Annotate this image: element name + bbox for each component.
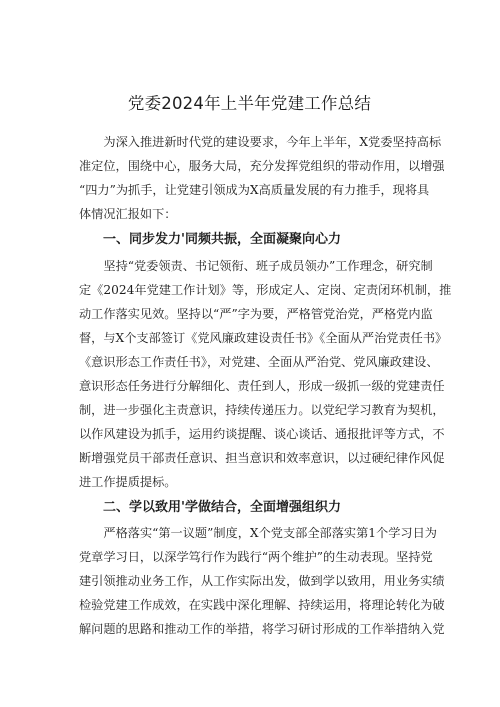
text-line: “四力”为抓手，让党建引领成为X高质量发展的有力推手，现将具 <box>79 183 430 197</box>
text-line: 党章学习日，以深学笃行作为践行“两个维护”的生动表现。坚持党 <box>79 550 433 564</box>
text-line: 为深入推进新时代党的建设要求，今年上半年，X党委坚持高标 <box>103 135 442 149</box>
text-line: 体情况汇报如下： <box>79 207 177 221</box>
text-line: 《意识形态工作责任书》，对党建、全面从严治党、党风廉政建设、 <box>79 355 439 369</box>
text-line: 断增强党员干部责任意识、担当意识和效率意识，以过硬纪律作风促 <box>79 451 445 465</box>
text-line: 准定位，围绕中心，服务大局，充分发挥党组织的带动作用，以增强 <box>79 159 445 173</box>
text-line: 以作风建设为抓手，运用约谈提醒、谈心谈话、通报批评等方式，不 <box>79 427 445 441</box>
text-line: 坚持“党委领责、书记领衔、班子成员领办”工作理念，研究制 <box>103 259 433 273</box>
text-line: 检验党建工作成效，在实践中深化理解、持续运用，将理论转化为破 <box>79 598 445 612</box>
section-2-paragraph <box>79 521 445 641</box>
text-line: 制，进一步强化主责意识，持续传递压力。以党纪学习教育为契机， <box>79 403 445 417</box>
section-heading-1: 一、同步发力'同频共振，全面凝聚向心力 <box>103 232 341 247</box>
section-heading-2: 二、学以致用'学做结合，全面增强组织力 <box>103 500 341 515</box>
text-line: 解问题的思路和推动工作的举措，将学习研讨形成的工作举措纳入党 <box>79 622 445 636</box>
document-body <box>79 130 452 641</box>
intro-paragraph <box>79 130 445 226</box>
text-line: 督，与X个支部签订《党风廉政建设责任书》《全面从严治党责任书》 <box>79 331 448 345</box>
text-line: 定《2024年党建工作计划》等，形成定人、定岗、定责闭环机制，推 <box>79 283 452 297</box>
document-title: 党委2024年上半年党建工作总结 <box>127 94 372 113</box>
section-1-paragraph <box>79 254 452 494</box>
text-line: 严格落实“第一议题”制度，X个党支部全部落实第1个学习日为 <box>103 526 437 540</box>
text-line: 意识形态任务进行分解细化、责任到人，形成一级抓一级的党建责任 <box>79 379 445 393</box>
text-line: 进工作提质提标。 <box>79 475 177 489</box>
text-line: 建引领推动业务工作，从工作实际出发，做到学以致用，用业务实绩 <box>79 574 445 588</box>
text-line: 动工作落实见效。坚持以“严”字为要，严格管党治党，严格党内监 <box>79 307 433 321</box>
